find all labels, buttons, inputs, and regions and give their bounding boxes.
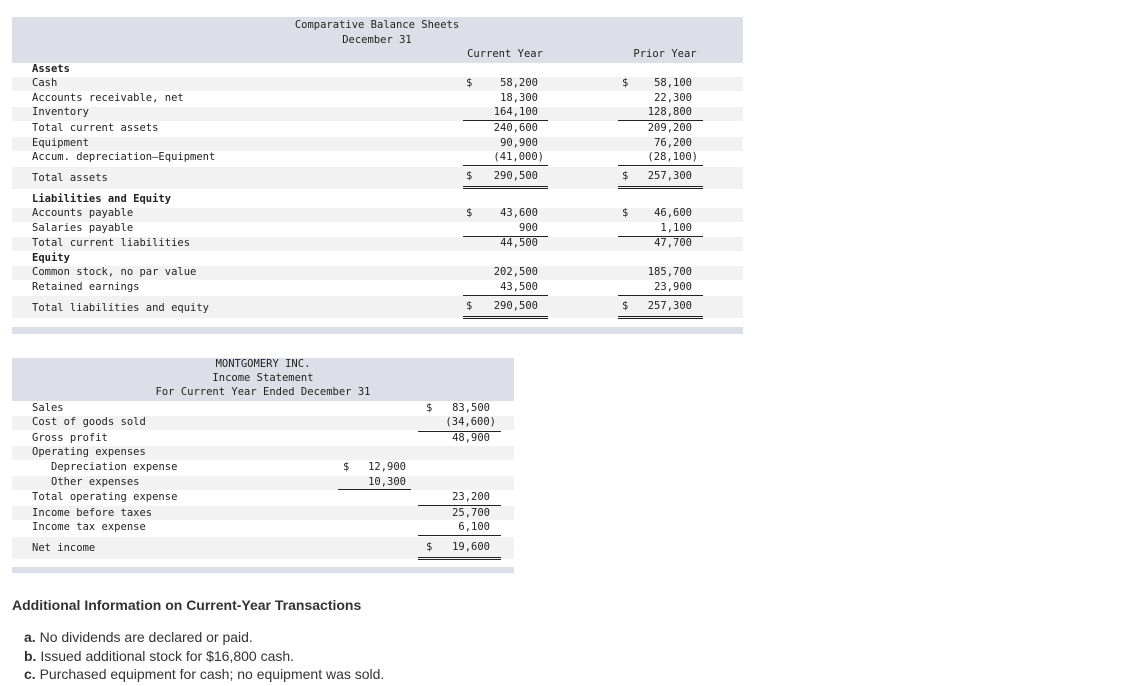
row-label-common-stock: Common stock, no par value <box>32 266 197 278</box>
is-label-other-expenses: Other expenses <box>51 476 140 488</box>
currency-symbol: $ <box>466 300 473 312</box>
item-letter: c. <box>24 666 36 682</box>
row-label-equipment: Equipment <box>32 137 89 149</box>
currency-symbol: $ <box>466 207 473 219</box>
total-assets-current: 290,500 <box>493 170 538 182</box>
currency-symbol: $ <box>426 402 433 414</box>
is-income-before-taxes-value: 25,700 <box>452 507 490 519</box>
currency-symbol: $ <box>622 300 629 312</box>
currency-symbol: $ <box>622 77 629 89</box>
item-letter: b. <box>24 648 37 664</box>
tca-prior: 209,200 <box>647 122 692 134</box>
is-depreciation-value: 12,900 <box>368 461 406 473</box>
is-income-tax-value: 6,100 <box>458 521 490 533</box>
currency-symbol: $ <box>426 541 433 553</box>
re-prior: 23,900 <box>654 281 692 293</box>
is-opex-heading: Operating expenses <box>32 446 146 458</box>
currency-symbol: $ <box>343 461 350 473</box>
cs-prior: 185,700 <box>647 266 692 278</box>
row-label-total-current-assets: Total current assets <box>32 122 159 134</box>
inventory-prior: 128,800 <box>647 106 692 118</box>
balance-sheet-subtitle: December 31 <box>342 34 412 46</box>
col-header-prior-year: Prior Year <box>633 48 697 60</box>
row-label-accum-depreciation: Accum. depreciation—Equipment <box>32 151 216 163</box>
is-label-depreciation: Depreciation expense <box>51 461 178 473</box>
is-label-income-before-taxes: Income before taxes <box>32 507 153 519</box>
row-label-total-liabilities-equity: Total liabilities and equity <box>32 302 210 314</box>
balance-sheet-footer-band <box>12 327 743 334</box>
item-letter: a. <box>24 629 36 645</box>
accdep-current: (41,000) <box>493 151 544 163</box>
item-text: Purchased equipment for cash; no equipment was sold. <box>39 666 385 682</box>
row-label-cash: Cash <box>32 77 58 89</box>
equipment-prior: 76,200 <box>654 137 692 149</box>
is-label-net-income: Net income <box>32 542 96 554</box>
assets-heading: Assets <box>32 63 70 75</box>
is-total-opex-value: 23,200 <box>452 491 490 503</box>
is-label-cogs: Cost of goods sold <box>32 416 146 428</box>
income-statement-footer-band <box>12 567 514 573</box>
row-label-total-current-liabilities: Total current liabilities <box>32 237 191 249</box>
cash-current: 58,200 <box>500 77 538 89</box>
ar-current: 18,300 <box>500 92 538 104</box>
equity-heading: Equity <box>32 252 70 264</box>
accdep-prior: (28,100) <box>647 151 698 163</box>
sp-current: 900 <box>519 222 538 234</box>
additional-info-heading: Additional Information on Current-Year Transactions <box>12 597 362 613</box>
row-label-inventory: Inventory <box>32 106 89 118</box>
row-label-accounts-payable: Accounts payable <box>32 207 134 219</box>
cash-prior: 58,100 <box>654 77 692 89</box>
additional-info-item <box>24 629 253 645</box>
row-label-retained-earnings: Retained earnings <box>32 281 140 293</box>
is-label-sales: Sales <box>32 402 64 414</box>
row-label-total-assets: Total assets <box>32 172 108 184</box>
ap-prior: 46,600 <box>654 207 692 219</box>
is-net-income-value: 19,600 <box>452 541 490 553</box>
tcl-current: 44,500 <box>500 237 538 249</box>
ar-prior: 22,300 <box>654 92 692 104</box>
company-name-text: MONTGOMERY INC. <box>215 358 311 370</box>
tca-current: 240,600 <box>493 122 538 134</box>
total-assets-prior: 257,300 <box>647 170 692 182</box>
liabilities-equity-heading: Liabilities and Equity <box>32 193 172 205</box>
is-gross-profit-value: 48,900 <box>452 432 490 444</box>
additional-info-item <box>24 648 294 664</box>
income-statement-title: Income Statement <box>212 372 314 384</box>
ap-current: 43,600 <box>500 207 538 219</box>
col-header-current-year: Current Year <box>467 48 543 60</box>
is-label-total-opex: Total operating expense <box>32 491 178 503</box>
tle-current: 290,500 <box>493 300 538 312</box>
cs-current: 202,500 <box>493 266 538 278</box>
currency-symbol: $ <box>622 207 629 219</box>
is-cogs-value: (34,600) <box>445 416 496 428</box>
currency-symbol: $ <box>466 77 473 89</box>
tle-prior: 257,300 <box>647 300 692 312</box>
sp-prior: 1,100 <box>660 222 692 234</box>
currency-symbol: $ <box>466 170 473 182</box>
balance-sheet-title: Comparative Balance Sheets <box>294 19 460 31</box>
currency-symbol: $ <box>622 170 629 182</box>
income-statement-period: For Current Year Ended December 31 <box>155 386 371 398</box>
is-label-gross-profit: Gross profit <box>32 432 108 444</box>
item-text: Issued additional stock for $16,800 cash. <box>40 648 295 664</box>
equipment-current: 90,900 <box>500 137 538 149</box>
row-label-salaries-payable: Salaries payable <box>32 222 134 234</box>
is-sales-value: 83,500 <box>452 402 490 414</box>
re-current: 43,500 <box>500 281 538 293</box>
is-label-income-tax: Income tax expense <box>32 521 146 533</box>
tcl-prior: 47,700 <box>654 237 692 249</box>
row-label-ar: Accounts receivable, net <box>32 92 184 104</box>
is-other-expenses-value: 10,300 <box>368 476 406 488</box>
item-text: No dividends are declared or paid. <box>39 629 253 645</box>
additional-info-item <box>24 666 384 682</box>
inventory-current: 164,100 <box>493 106 538 118</box>
